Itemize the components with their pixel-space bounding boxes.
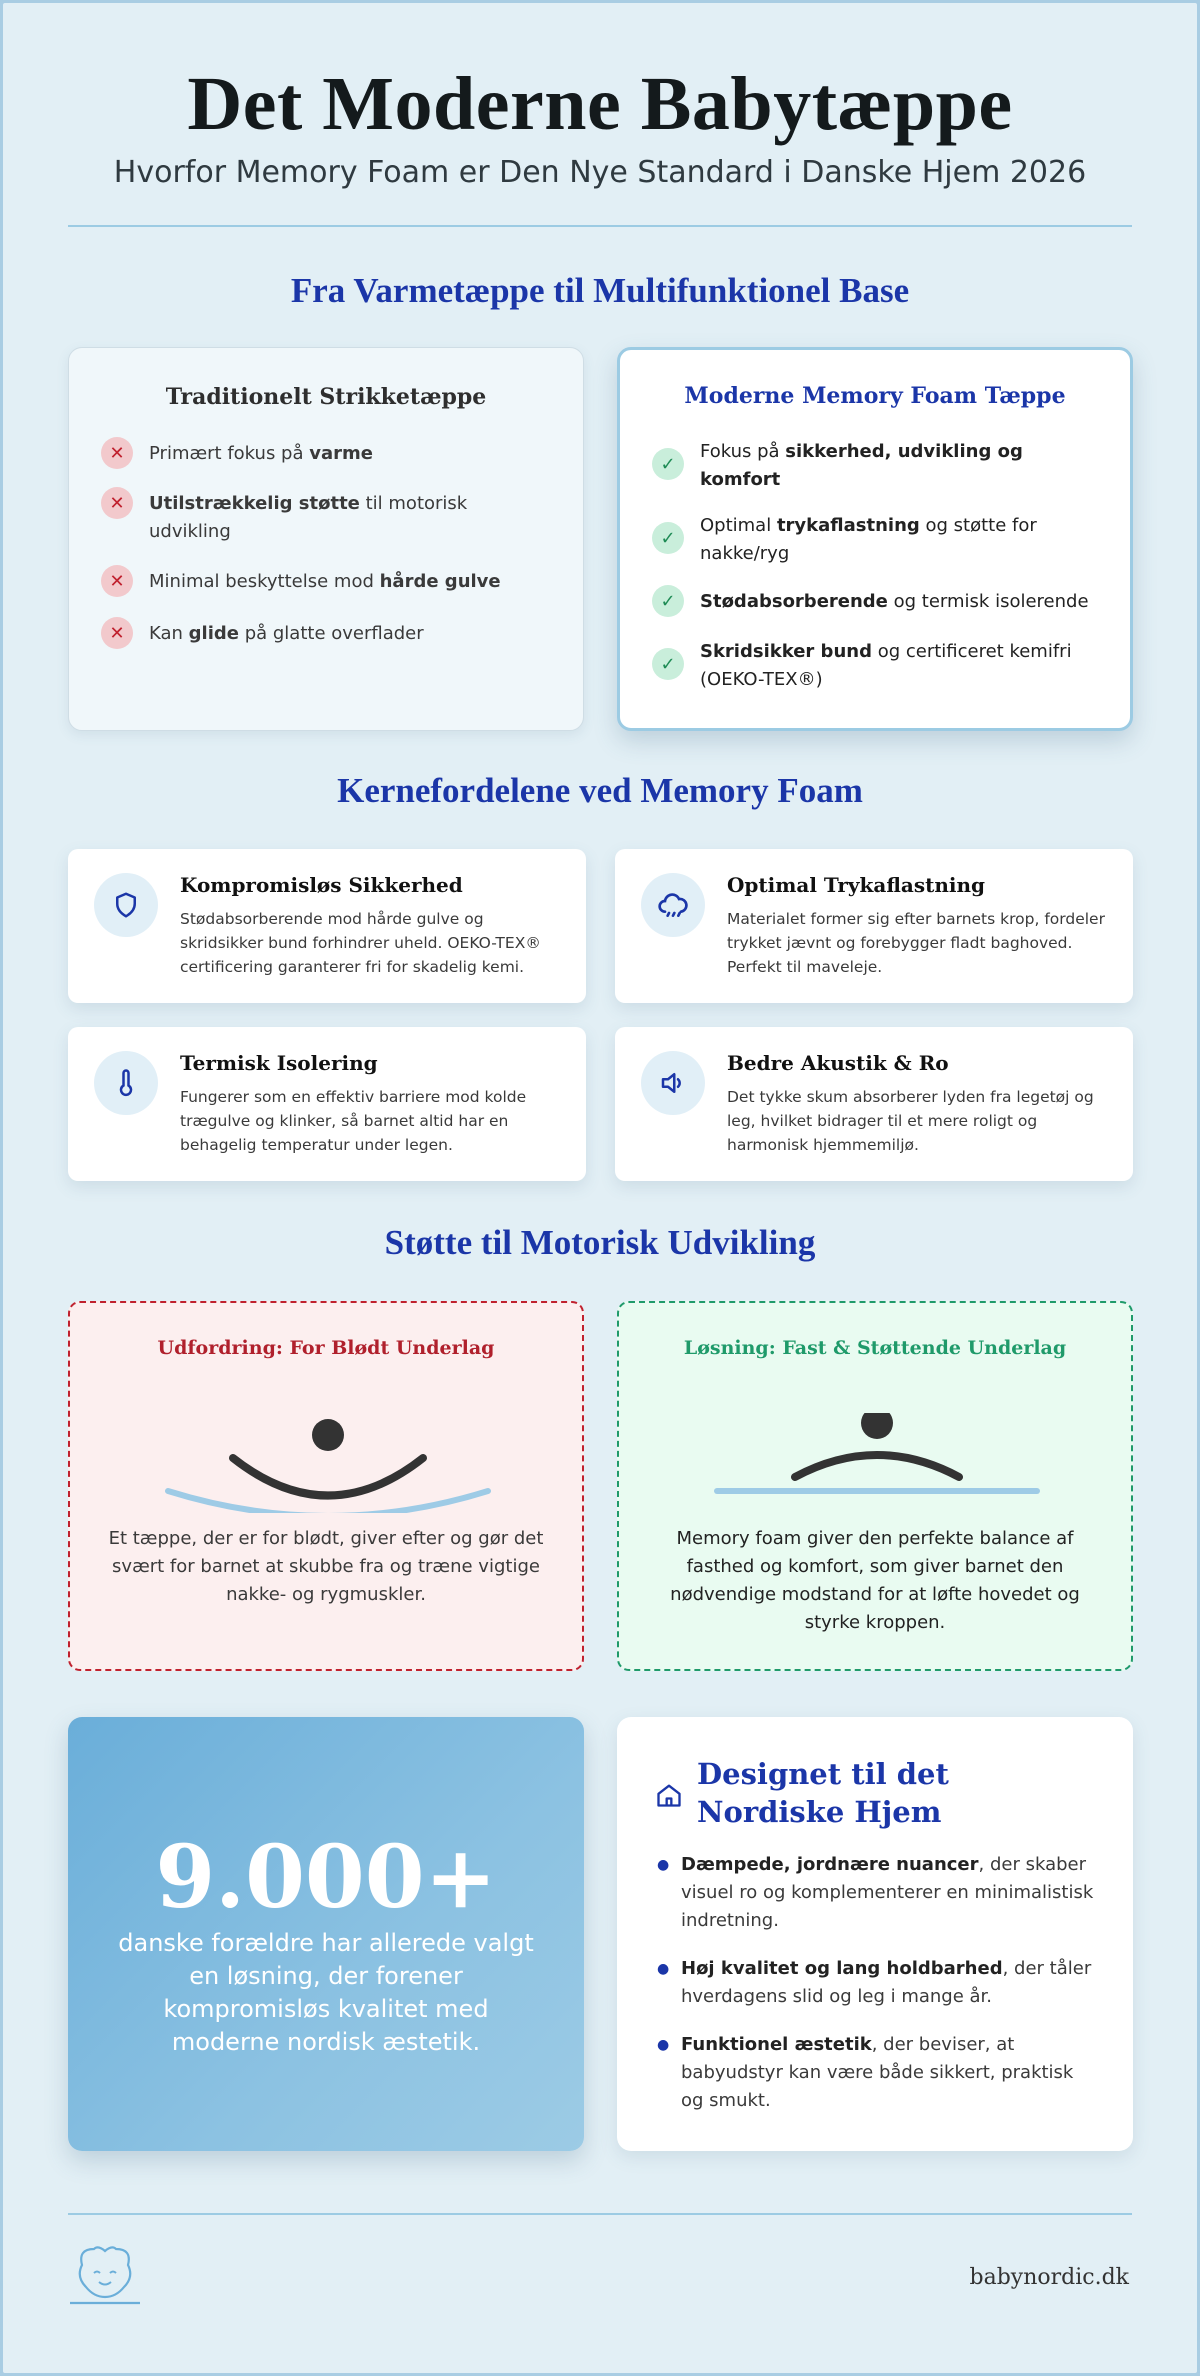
traditional-item: ✕ Primært fokus på varme <box>101 440 553 469</box>
modern-item: ✓ Skridsikker bund og certificeret kemifri (OEKO-TEX®) <box>652 638 1100 694</box>
section-title-benefits: Kernefordelene ved Memory Foam <box>337 771 863 810</box>
nordic-design-card <box>617 1717 1133 2151</box>
benefit-text: Det tykke skum absorberer lyden fra legetøj og leg, hvilket bidrager til et mere roligt og harmonisk hjemmemiljø. <box>727 1088 1094 1154</box>
benefit-card-pressure <box>615 849 1133 1003</box>
cross-icon: ✕ <box>101 617 133 649</box>
benefit-card-thermal <box>68 1027 586 1181</box>
shield-icon <box>94 873 158 937</box>
bullet-icon: ● <box>657 1961 670 1977</box>
page-title: Det Moderne Babytæppe <box>187 62 1013 146</box>
cross-icon: ✕ <box>101 487 133 519</box>
solution-title: Løsning: Fast & Støttende Underlag <box>683 1337 1067 1359</box>
section-title-comparison: Fra Varmetæppe til Multifunktionel Base <box>290 271 910 310</box>
modern-item: ✓ Fokus på sikkerhed, udvikling og komfort <box>652 438 1100 494</box>
benefit-title: Optimal Trykaflastning <box>727 873 985 897</box>
modern-item: ✓ Optimal trykaflastning og støtte for nakke/ryg <box>652 512 1100 568</box>
modern-card-title: Moderne Memory Foam Tæppe <box>684 383 1066 409</box>
benefit-title: Bedre Akustik & Ro <box>727 1051 949 1075</box>
infographic-page <box>3 3 1197 2373</box>
traditional-item: ✕ Utilstrækkelig støtte til motorisk udvikling <box>101 490 553 546</box>
cross-icon: ✕ <box>101 565 133 597</box>
thermometer-icon <box>94 1051 158 1115</box>
footer-divider <box>68 2213 1132 2215</box>
section-title-motor: Støtte til Motorisk Udvikling <box>384 1223 816 1262</box>
list-item: ● Dæmpede, jordnære nuancer, der skaber visuel ro og komplementerer en minimalistisk indretning. <box>657 1851 1099 1935</box>
benefit-title: Termisk Isolering <box>180 1051 378 1075</box>
modern-item: ✓ Stødabsorberende og termisk isolerende <box>652 588 1100 617</box>
modern-card <box>617 347 1133 731</box>
benefit-text: Stødabsorberende mod hårde gulve og skridsikker bund forhindrer uheld. OEKO-TEX® certificering garanterer fri for skadelig kemi. <box>180 910 541 976</box>
solution-text: Memory foam giver den perfekte balance af fasthed og komfort, som giver barnet den nødvendige modstand for at løfte hovedet og styrke kroppen. <box>670 1528 1080 1633</box>
list-item: ● Funktionel æstetik, der beviser, at babyudstyr kan være både sikkert, praktisk og smukt. <box>657 2031 1099 2115</box>
traditional-item: ✕ Minimal beskyttelse mod hårde gulve <box>101 568 553 597</box>
stat-card <box>68 1717 584 2151</box>
firm-surface-illustration <box>699 1413 1055 1513</box>
cloud-icon <box>641 873 705 937</box>
challenge-title: Udfordring: For Blødt Underlag <box>157 1337 495 1359</box>
traditional-card-title: Traditionelt Strikketæppe <box>165 384 487 410</box>
check-icon: ✓ <box>652 648 684 680</box>
check-icon: ✓ <box>652 585 684 617</box>
benefit-title: Kompromisløs Sikkerhed <box>180 873 463 897</box>
speaker-icon <box>641 1051 705 1115</box>
soft-surface-illustration <box>150 1413 506 1513</box>
home-icon <box>655 1781 683 1809</box>
baby-face-icon <box>68 2243 142 2307</box>
traditional-card <box>68 347 584 731</box>
stat-number: 9.000+ <box>155 1827 497 1928</box>
check-icon: ✓ <box>652 522 684 554</box>
traditional-item: ✕ Kan glide på glatte overflader <box>101 620 553 649</box>
page-subtitle: Hvorfor Memory Foam er Den Nye Standard i Danske Hjem 2026 <box>113 155 1087 190</box>
bullet-icon: ● <box>657 1857 670 1873</box>
stat-text: danske forældre har allerede valgt en løsning, der forener kompromisløs kvalitet med moderne nordisk æstetik. <box>118 1929 534 2056</box>
check-icon: ✓ <box>652 448 684 480</box>
benefit-card-acoustic <box>615 1027 1133 1181</box>
cross-icon: ✕ <box>101 437 133 469</box>
bullet-icon: ● <box>657 2037 670 2053</box>
challenge-text: Et tæppe, der er for blødt, giver efter og gør det svært for barnet at skubbe fra og træne vigtige nakke- og rygmuskler. <box>108 1528 544 1605</box>
divider <box>68 225 1132 227</box>
benefit-text: Materialet former sig efter barnets krop, fordeler trykket jævnt og forebygger fladt baghoved. Perfekt til maveleje. <box>727 910 1105 976</box>
solution-card <box>617 1301 1133 1671</box>
challenge-card <box>68 1301 584 1671</box>
benefit-card-safety <box>68 849 586 1003</box>
benefit-text: Fungerer som en effektiv barriere mod kolde trægulve og klinker, så barnet altid har en behagelig temperatur under legen. <box>180 1088 527 1154</box>
nordic-title: Designet til det Nordiske Hjem <box>697 1757 949 1829</box>
footer-website: babynordic.dk <box>969 2265 1129 2290</box>
list-item: ● Høj kvalitet og lang holdbarhed, der tåler hverdagens slid og leg i mange år. <box>657 1955 1099 2011</box>
